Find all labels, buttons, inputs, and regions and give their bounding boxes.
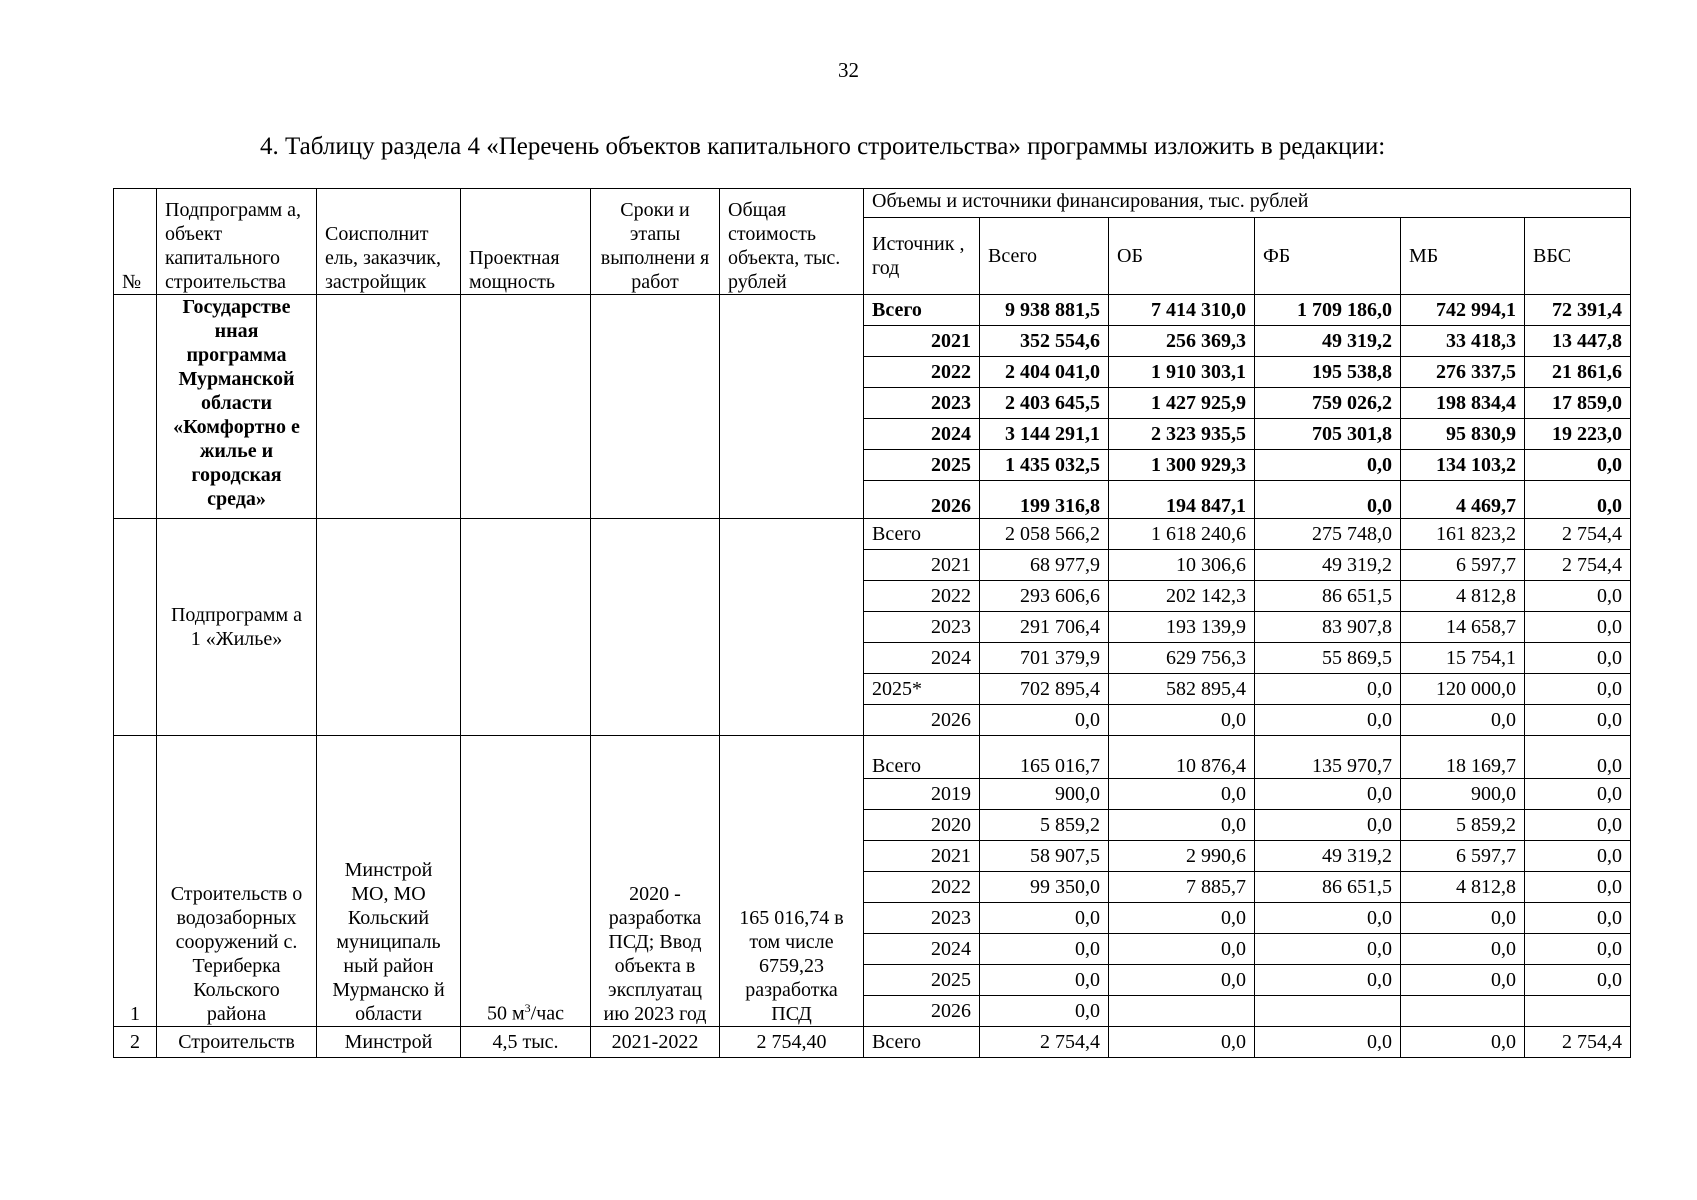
value-ob: 202 142,3: [1109, 581, 1255, 612]
capacity-value: 50 м: [486, 1003, 525, 1025]
object2-capacity: 4,5 тыс.: [461, 1027, 591, 1058]
value-mb: 120 000,0: [1401, 674, 1525, 705]
row-label: 2024: [864, 934, 980, 965]
header-source: Источник , год: [864, 218, 980, 295]
value-vbs: 0,0: [1525, 705, 1631, 736]
value-ob: 0,0: [1109, 779, 1255, 810]
value-total: 701 379,9: [980, 643, 1109, 674]
value-vbs: 72 391,4: [1525, 295, 1631, 326]
row-label: 2026: [864, 481, 980, 519]
header-ob: ОБ: [1109, 218, 1255, 295]
object1-no: 1: [114, 736, 157, 1027]
value-vbs: 0,0: [1525, 903, 1631, 934]
value-vbs: 0,0: [1525, 643, 1631, 674]
object2-total-cost: 2 754,40: [720, 1027, 864, 1058]
row-label: 2022: [864, 872, 980, 903]
value-fb: 86 651,5: [1255, 581, 1401, 612]
value-fb: 0,0: [1255, 674, 1401, 705]
value-fb: 0,0: [1255, 450, 1401, 481]
row-label: 2021: [864, 550, 980, 581]
header-total-cost: Общая стоимость объекта, тыс. рублей: [720, 189, 864, 295]
value-mb: 0,0: [1401, 965, 1525, 996]
value-vbs: 0,0: [1525, 872, 1631, 903]
value-total: 99 350,0: [980, 872, 1109, 903]
object2-title: Строительств: [157, 1027, 317, 1058]
value-mb: 0,0: [1401, 705, 1525, 736]
value-vbs: 0,0: [1525, 481, 1631, 519]
value-total: 165 016,7: [980, 736, 1109, 779]
value-ob: 1 910 303,1: [1109, 357, 1255, 388]
value-ob: 0,0: [1109, 705, 1255, 736]
value-vbs: 0,0: [1525, 965, 1631, 996]
value-fb: 0,0: [1255, 965, 1401, 996]
value-total: 3 144 291,1: [980, 419, 1109, 450]
value-ob: 1 427 925,9: [1109, 388, 1255, 419]
value-total: 702 895,4: [980, 674, 1109, 705]
value-mb: 161 823,2: [1401, 519, 1525, 550]
value-total: 291 706,4: [980, 612, 1109, 643]
value-total: 0,0: [980, 996, 1109, 1027]
value-fb: 0,0: [1255, 481, 1401, 519]
value-vbs: 0,0: [1525, 612, 1631, 643]
row-label: Всего: [864, 736, 980, 779]
value-total: 2 058 566,2: [980, 519, 1109, 550]
row-label: 2021: [864, 326, 980, 357]
value-ob: 0,0: [1109, 1027, 1255, 1058]
row-label: 2024: [864, 643, 980, 674]
value-vbs: 0,0: [1525, 779, 1631, 810]
header-fb: ФБ: [1255, 218, 1401, 295]
object1-title: Строительств о водозаборных сооружений с. Териберка Кольского района: [157, 736, 317, 1027]
value-vbs: 0,0: [1525, 841, 1631, 872]
row-label: 2023: [864, 903, 980, 934]
table-row: [114, 519, 1631, 550]
value-mb: 4 812,8: [1401, 581, 1525, 612]
value-mb: 4 469,7: [1401, 481, 1525, 519]
object1-terms: 2020 - разработка ПСД; Ввод объекта в эксплуатац ию 2023 год: [591, 736, 720, 1027]
value-ob: 10 306,6: [1109, 550, 1255, 581]
value-vbs: 0,0: [1525, 736, 1631, 779]
value-vbs: 2 754,4: [1525, 550, 1631, 581]
value-fb: [1255, 996, 1401, 1027]
header-subprogram: Подпрограмм а, объект капитального строительства: [157, 189, 317, 295]
object1-total-cost: 165 016,74 в том числе 6759,23 разработка ПСД: [720, 736, 864, 1027]
program-coexecutor-cell: [317, 295, 461, 519]
program-no-cell: [114, 295, 157, 519]
value-fb: 135 970,7: [1255, 736, 1401, 779]
value-ob: 7 885,7: [1109, 872, 1255, 903]
value-ob: 1 618 240,6: [1109, 519, 1255, 550]
value-fb: 55 869,5: [1255, 643, 1401, 674]
value-vbs: 0,0: [1525, 934, 1631, 965]
program-capacity-cell: [461, 295, 591, 519]
capacity-superscript: 3: [524, 1001, 531, 1016]
value-ob: 0,0: [1109, 903, 1255, 934]
subprogram-no-cell: [114, 519, 157, 736]
value-total: 199 316,8: [980, 481, 1109, 519]
value-mb: 6 597,7: [1401, 550, 1525, 581]
table-row: [114, 1027, 1631, 1058]
value-total: 900,0: [980, 779, 1109, 810]
value-mb: 18 169,7: [1401, 736, 1525, 779]
header-financing: Объемы и источники финансирования, тыс. рублей: [864, 189, 1631, 218]
subprogram-title: Подпрограмм а 1 «Жилье»: [157, 519, 317, 736]
value-ob: 2 990,6: [1109, 841, 1255, 872]
value-fb: 83 907,8: [1255, 612, 1401, 643]
value-ob: 2 323 935,5: [1109, 419, 1255, 450]
value-total: 1 435 032,5: [980, 450, 1109, 481]
object2-coexecutor: Минстрой: [317, 1027, 461, 1058]
value-fb: 0,0: [1255, 705, 1401, 736]
subprogram-capacity-cell: [461, 519, 591, 736]
value-total: 352 554,6: [980, 326, 1109, 357]
value-mb: 14 658,7: [1401, 612, 1525, 643]
table-row: [114, 295, 1631, 326]
value-total: 2 754,4: [980, 1027, 1109, 1058]
value-total: 68 977,9: [980, 550, 1109, 581]
value-mb: 742 994,1: [1401, 295, 1525, 326]
section-heading: 4. Таблицу раздела 4 «Перечень объектов капитального строительства» программы изложить в редакции:: [260, 133, 1386, 160]
object1-capacity: [461, 736, 591, 1027]
row-label: 2025: [864, 450, 980, 481]
value-fb: 0,0: [1255, 934, 1401, 965]
value-fb: 49 319,2: [1255, 841, 1401, 872]
value-ob: 629 756,3: [1109, 643, 1255, 674]
value-vbs: 0,0: [1525, 810, 1631, 841]
value-mb: 900,0: [1401, 779, 1525, 810]
row-label: Всего: [864, 519, 980, 550]
value-ob: 1 300 929,3: [1109, 450, 1255, 481]
header-capacity: Проектная мощность: [461, 189, 591, 295]
subprogram-coexecutor-cell: [317, 519, 461, 736]
value-ob: 0,0: [1109, 810, 1255, 841]
subprogram-terms-cell: [591, 519, 720, 736]
value-fb: 0,0: [1255, 1027, 1401, 1058]
program-terms-cell: [591, 295, 720, 519]
object1-coexecutor: Минстрой МО, МО Кольский муниципаль ный район Мурманско й области: [317, 736, 461, 1027]
value-ob: 10 876,4: [1109, 736, 1255, 779]
object2-terms: 2021-2022: [591, 1027, 720, 1058]
value-fb: 0,0: [1255, 779, 1401, 810]
value-total: 2 403 645,5: [980, 388, 1109, 419]
value-ob: 193 139,9: [1109, 612, 1255, 643]
value-mb: 276 337,5: [1401, 357, 1525, 388]
value-vbs: 19 223,0: [1525, 419, 1631, 450]
value-fb: 49 319,2: [1255, 550, 1401, 581]
value-ob: 7 414 310,0: [1109, 295, 1255, 326]
row-label: 2021: [864, 841, 980, 872]
value-total: 58 907,5: [980, 841, 1109, 872]
program-cost-cell: [720, 295, 864, 519]
value-mb: 0,0: [1401, 1027, 1525, 1058]
value-ob: 582 895,4: [1109, 674, 1255, 705]
value-ob: 256 369,3: [1109, 326, 1255, 357]
value-total: 9 938 881,5: [980, 295, 1109, 326]
value-mb: 134 103,2: [1401, 450, 1525, 481]
capacity-unit: /час: [530, 1003, 565, 1025]
page-number: 32: [838, 58, 859, 82]
value-mb: 6 597,7: [1401, 841, 1525, 872]
row-label: Всего: [864, 295, 980, 326]
value-mb: 95 830,9: [1401, 419, 1525, 450]
row-label: 2023: [864, 388, 980, 419]
row-label: 2020: [864, 810, 980, 841]
value-fb: 1 709 186,0: [1255, 295, 1401, 326]
value-total: 0,0: [980, 965, 1109, 996]
value-fb: 49 319,2: [1255, 326, 1401, 357]
value-fb: 0,0: [1255, 810, 1401, 841]
row-label: 2025*: [864, 674, 980, 705]
value-vbs: 0,0: [1525, 450, 1631, 481]
row-label: 2025: [864, 965, 980, 996]
value-total: 2 404 041,0: [980, 357, 1109, 388]
row-label: 2026: [864, 996, 980, 1027]
value-total: 0,0: [980, 934, 1109, 965]
row-label: 2022: [864, 357, 980, 388]
value-mb: 33 418,3: [1401, 326, 1525, 357]
value-ob: 0,0: [1109, 965, 1255, 996]
program-title: Государстве нная программа Мурманской области «Комфортно е жилье и городская среда»: [157, 295, 317, 519]
value-fb: 195 538,8: [1255, 357, 1401, 388]
value-mb: 0,0: [1401, 903, 1525, 934]
value-total: 293 606,6: [980, 581, 1109, 612]
header-all: Всего: [980, 218, 1109, 295]
row-label: 2026: [864, 705, 980, 736]
table-header-row: [114, 189, 1631, 218]
value-ob: [1109, 996, 1255, 1027]
value-vbs: 17 859,0: [1525, 388, 1631, 419]
value-fb: 759 026,2: [1255, 388, 1401, 419]
value-fb: 275 748,0: [1255, 519, 1401, 550]
value-ob: 0,0: [1109, 934, 1255, 965]
value-vbs: 0,0: [1525, 581, 1631, 612]
value-mb: 15 754,1: [1401, 643, 1525, 674]
value-mb: 0,0: [1401, 934, 1525, 965]
row-label: Всего: [864, 1027, 980, 1058]
value-vbs: 13 447,8: [1525, 326, 1631, 357]
value-vbs: 0,0: [1525, 674, 1631, 705]
value-ob: 194 847,1: [1109, 481, 1255, 519]
value-vbs: [1525, 996, 1631, 1027]
value-mb: 198 834,4: [1401, 388, 1525, 419]
header-mb: МБ: [1401, 218, 1525, 295]
header-terms: Сроки и этапы выполнени я работ: [591, 189, 720, 295]
value-total: 5 859,2: [980, 810, 1109, 841]
capital-construction-table: [113, 188, 1631, 1058]
value-fb: 705 301,8: [1255, 419, 1401, 450]
value-total: 0,0: [980, 705, 1109, 736]
header-no: №: [114, 189, 157, 295]
table-row: [114, 736, 1631, 779]
header-vbs: ВБС: [1525, 218, 1631, 295]
value-vbs: 21 861,6: [1525, 357, 1631, 388]
value-vbs: 2 754,4: [1525, 519, 1631, 550]
row-label: 2023: [864, 612, 980, 643]
value-fb: 86 651,5: [1255, 872, 1401, 903]
row-label: 2022: [864, 581, 980, 612]
value-mb: 4 812,8: [1401, 872, 1525, 903]
row-label: 2019: [864, 779, 980, 810]
value-fb: 0,0: [1255, 903, 1401, 934]
value-mb: 5 859,2: [1401, 810, 1525, 841]
header-coexecutor: Соисполнит ель, заказчик, застройщик: [317, 189, 461, 295]
object2-no: 2: [114, 1027, 157, 1058]
row-label: 2024: [864, 419, 980, 450]
subprogram-cost-cell: [720, 519, 864, 736]
value-mb: [1401, 996, 1525, 1027]
value-vbs: 2 754,4: [1525, 1027, 1631, 1058]
value-total: 0,0: [980, 903, 1109, 934]
